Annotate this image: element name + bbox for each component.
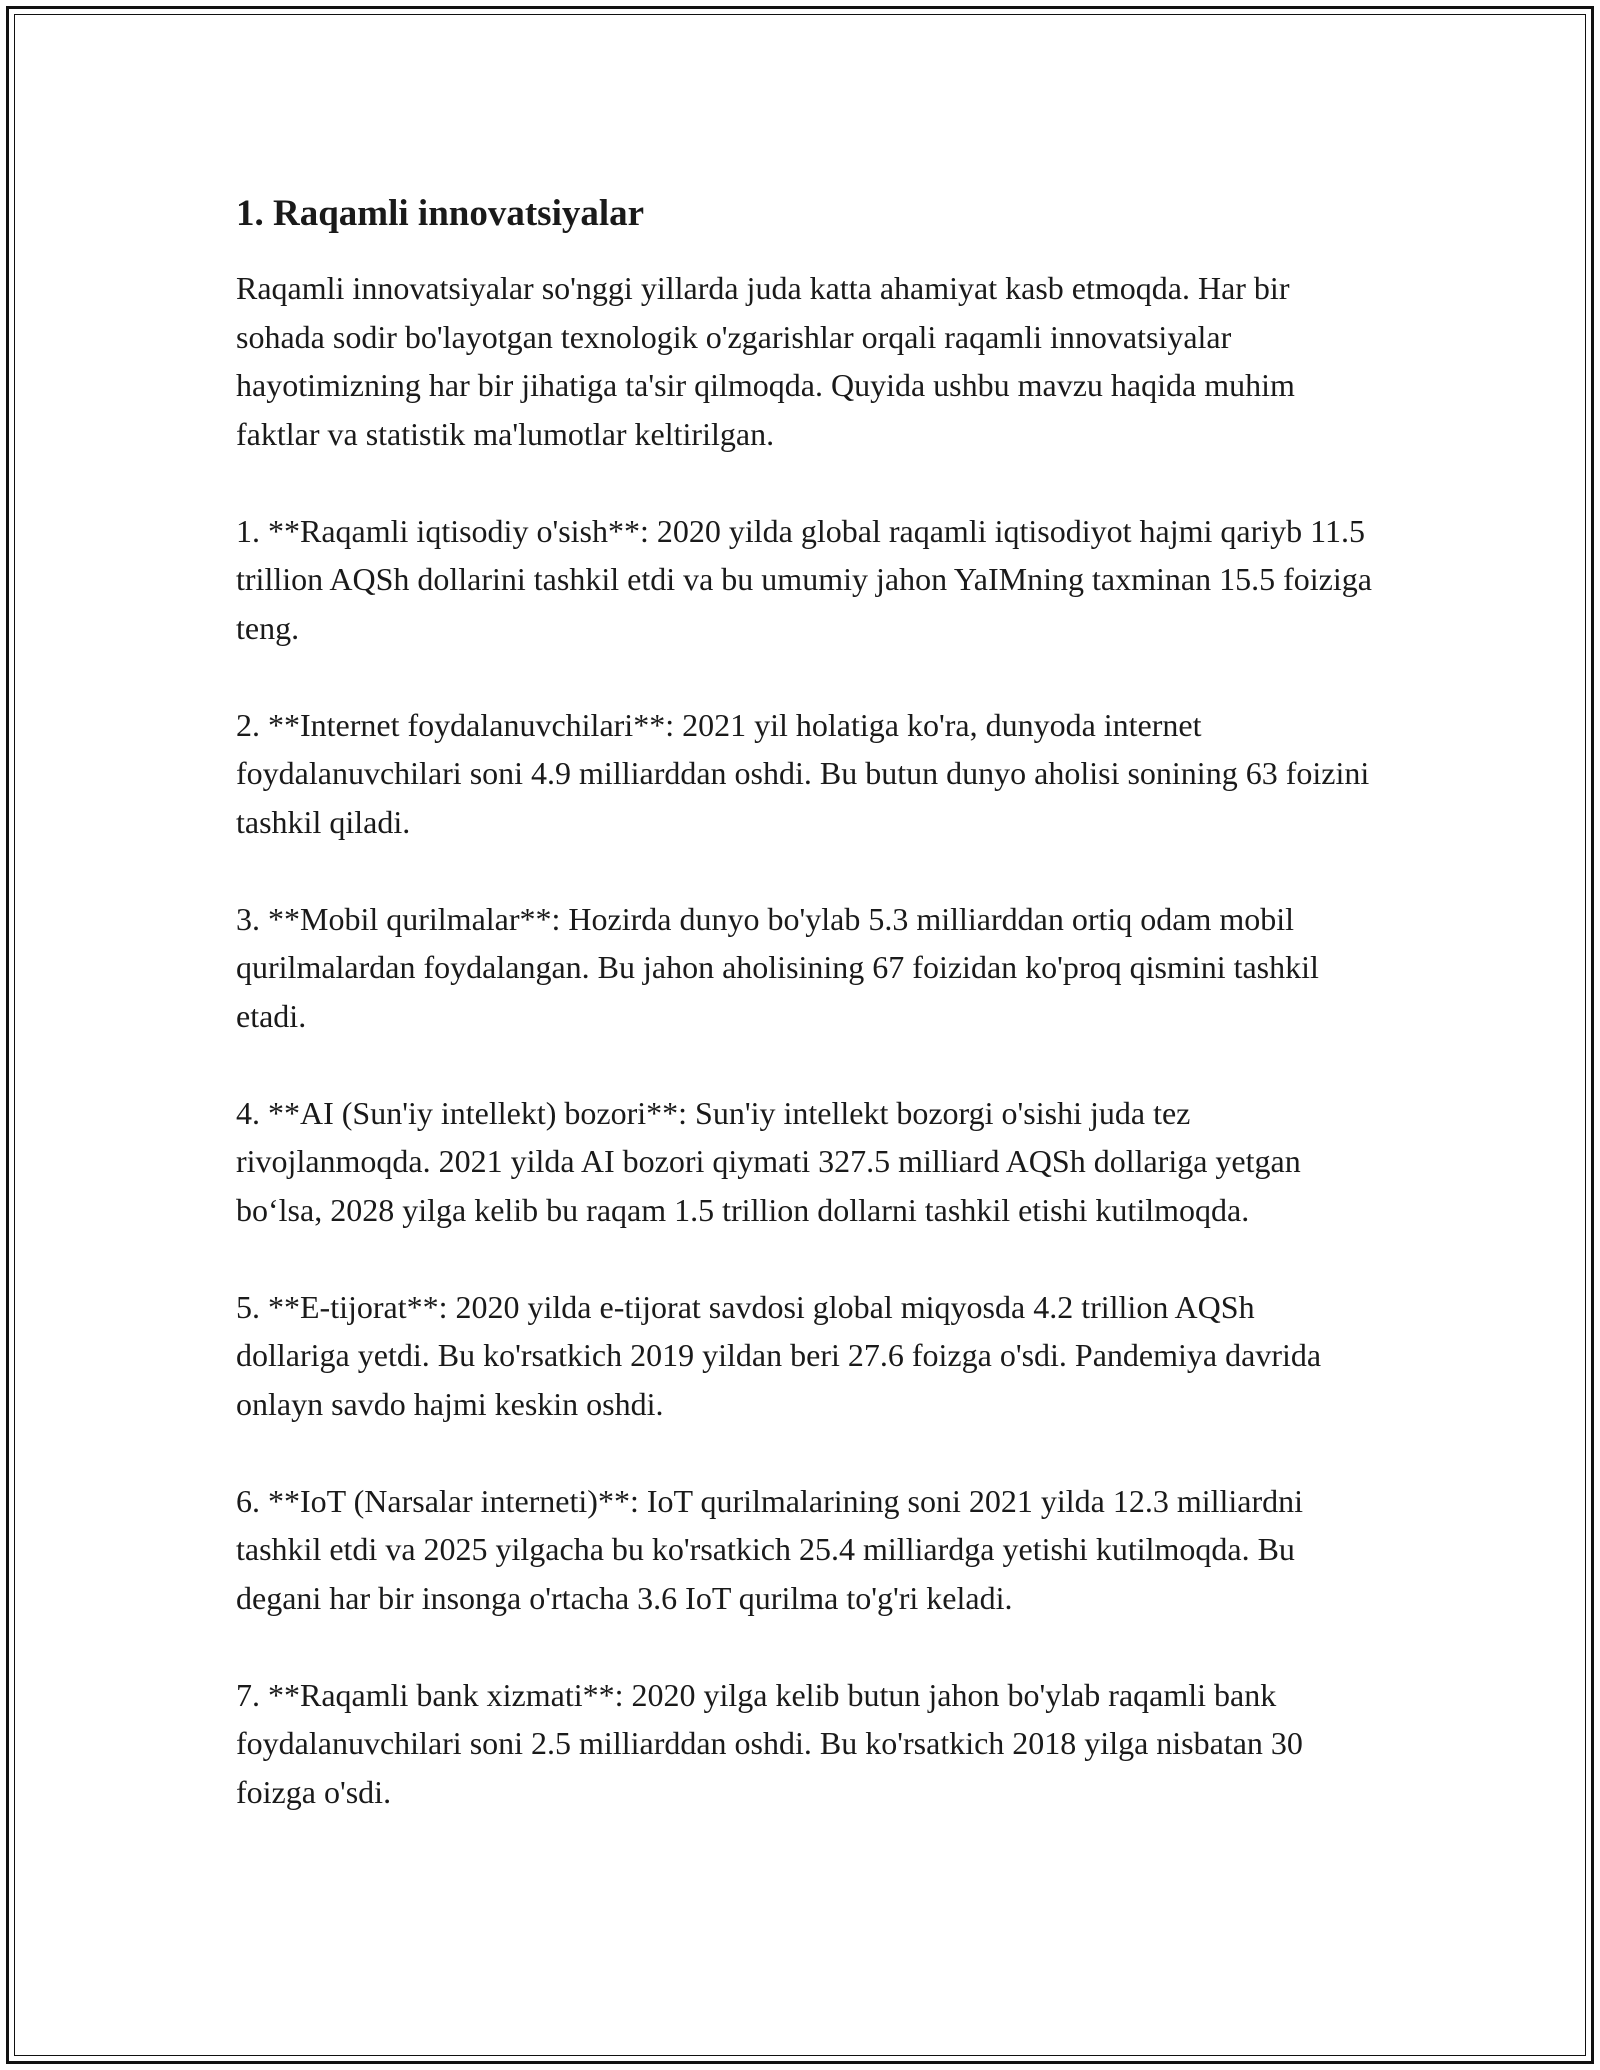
section-heading: 1. Raqamli innovatsiyalar bbox=[236, 193, 645, 234]
fact-item-3: 3. **Mobil qurilmalar**: Hozirda dunyo bo'ylab 5.3 milliarddan ortiq odam mobil qurilmalardan foydalangan. Bu jahon aholisining 67 foizidan ko'proq qismini tashkil etadi. bbox=[236, 900, 1319, 1034]
fact-item-2: 2. **Internet foydalanuvchilari**: 2021 yil holatiga ko'ra, dunyoda internet foydalanuvchilari soni 4.9 milliarddan oshdi. Bu butun dunyo aholisi sonining 63 foizini tashkil qiladi. bbox=[236, 706, 1370, 840]
fact-item-7: 7. **Raqamli bank xizmati**: 2020 yilga kelib butun jahon bo'ylab raqamli bank foydalanuvchilari soni 2.5 milliarddan oshdi. Bu ko'rsatkich 2018 yilga nisbatan 30 foizga o'sdi. bbox=[236, 1676, 1303, 1810]
document-body bbox=[236, 188, 1376, 1865]
fact-item-6: 6. **IoT (Narsalar interneti)**: IoT qurilmalarining soni 2021 yilda 12.3 milliardni tashkil etdi va 2025 yilgacha bu ko'rsatkich 25.4 milliardga yetishi kutilmoqda. Bu degani har bir insonga o'rtacha 3.6 IoT qurilma to'g'ri keladi. bbox=[236, 1482, 1304, 1616]
intro-paragraph: Raqamli innovatsiyalar so'nggi yillarda juda katta ahamiyat kasb etmoqda. Har bir sohada sodir bo'layotgan texnologik o'zgarishlar orqali raqamli innovatsiyalar hayotimizning har bir jihatiga ta'sir qilmoqda. Quyida ushbu mavzu haqida muhim faktlar va statistik ma'lumotlar keltirilgan. bbox=[236, 270, 1295, 452]
fact-item-5: 5. **E-tijorat**: 2020 yilda e-tijorat savdosi global miqyosda 4.2 trillion AQSh dollariga yetdi. Bu ko'rsatkich 2019 yildan beri 27.6 foizga o'sdi. Pandemiya davrida onlayn savdo hajmi keskin oshdi. bbox=[236, 1288, 1322, 1422]
fact-item-4: 4. **AI (Sun'iy intellekt) bozori**: Sun'iy intellekt bozorgi o'sishi juda tez rivojlanmoqda. 2021 yilda AI bozori qiymati 327.5 milliard AQSh dollariga yetgan bo‘lsa, 2028 yilga kelib bu raqam 1.5 trillion dollarni tashkil etishi kutilmoqda. bbox=[236, 1094, 1301, 1228]
fact-item-1: 1. **Raqamli iqtisodiy o'sish**: 2020 yilda global raqamli iqtisodiyot hajmi qariyb 11.5 trillion AQSh dollarini tashkil etdi va bu umumiy jahon YaIMning taxminan 15.5 foiziga teng. bbox=[236, 512, 1372, 646]
